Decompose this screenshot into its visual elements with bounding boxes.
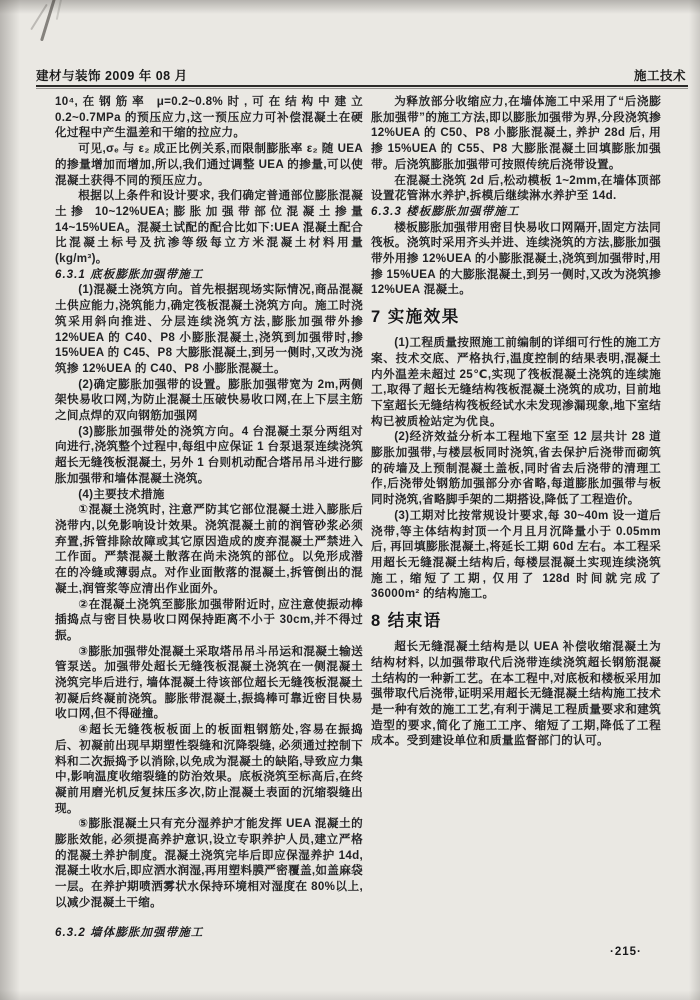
paragraph: ④超长无缝筏板板面上的板面粗钢筋处,容易在振捣后、初凝前出现早期塑性裂缝和沉降裂缝, 必须通过控制下料和二次振捣予以消除,以免成为混凝土的缺陷,导致应力集中,影响温度收缩裂缝的防治效果。底板浇筑至标高后,在终凝前用磨光机反复抹压多次,防止混凝土表面的沉缩裂缝出现。 <box>55 723 363 815</box>
article-body <box>55 94 661 940</box>
paragraph: (1)混凝土浇筑方向。首先根据现场实际情况,商品混凝土供应能力,浇筑能力,确定筏板混凝土浇筑方向。施工时浇筑采用斜向推进、分层连续浇筑方法,膨胀加强带外掺 12%UEA 的 C40、P8 小膨胀混凝土,浇筑到加强带时,掺 15%UEA 的 C45、P8 大膨胀混凝土,到另一侧时,又改为浇筑掺 12%UEA 的 C40、P8 小膨胀混凝土。 <box>55 283 363 375</box>
heading-6-3-1: 6.3.1 底板膨胀加强带施工 <box>55 267 204 281</box>
paragraph: ③膨胀加强带处混凝土采取塔吊吊斗吊运和混凝土输送管泵送。加强带处超长无缝筏板混凝土浇筑在一侧混凝土浇筑完毕后进行, 墙体混凝土待该部位超长无缝筏板混凝土初凝后终凝前浇筑。膨胀带混凝土,振捣棒可靠近密目快易收口网,但不得碰撞。 <box>55 644 363 721</box>
paragraph: (1)工程质量按照施工前编制的详细可行性的施工方案、技术交底、严格执行,温度控制的结果表明,混凝土内外温差未超过 25℃,实现了筏板混凝土浇筑的连续施工,取得了超长无缝结构筏板混凝土浇筑的成功, 目前地下室超长无缝结构筏板经试水未发现渗漏现象,地下室结构已被质检站定为优良。 <box>371 336 661 428</box>
page-header <box>36 66 686 84</box>
paragraph: 为释放部分收缩应力,在墙体施工中采用了“后浇膨胀加强带”的施工方法,即以膨胀加强带为界,分段浇筑掺 12%UEA 的 C50、P8 小膨胀混凝土, 养护 28d 后, 用掺 15%UEA 的 C55、P8 大膨胀混凝土回填膨胀加强带。后浇筑膨胀加强带可按照传统后浇带设置。 <box>371 95 661 171</box>
heading-7-implementation-effect: 7 实施效果 <box>371 308 460 327</box>
header-rule <box>36 85 688 89</box>
paragraph: (2)经济效益分析本工程地下室至 12 层共计 28 道膨胀加强带,与楼层板同时浇筑,省去保护后浇带而砌筑的砖墙及上预制混凝土盖板,同时省去后浇带的清理工作,后浇带处钢筋加强部分亦省略,每道膨胀加强带与板同时浇筑,省略脚手架的二期搭设,降低了工程造价。 <box>371 430 661 507</box>
paragraph: 超长无缝混凝土结构是以 UEA 补偿收缩混凝土为结构材料, 以加强带取代后浇带连续浇筑超长钢筋混凝土结构的一种新工艺。在本工程中,对底板和楼板采用加强带取代后浇带,证明采用超长无缝混凝土结构施工技术是一种有效的施工工艺,有利于满足工程质量要求和建筑造型的要求,简化了施工工序、缩短了工期,降低了工程成本。受到建设单位和质量监督部门的认可。 <box>371 640 661 748</box>
left-column <box>55 94 363 940</box>
paragraph: ①混凝土浇筑时, 注意严防其它部位混凝土进入膨胀后浇带内,以免影响设计效果。浇筑混凝土前的润管砂浆必须弃置,拆管排除故障或其它原因造成的废弃混凝土严禁进入工作面。严禁混凝土散落在尚未浇筑的部位。以免形成潜在的冷缝或薄弱点。对作业面散落的混凝土,拆管倒出的混凝土,润管浆等应清出作业面外。 <box>55 503 363 595</box>
journal-title: 建材与装饰 2009 年 08 月 <box>36 69 188 83</box>
heading-6-3-3: 6.3.3 楼板膨胀加强带施工 <box>371 204 520 218</box>
paragraph: 根据以上条件和设计要求, 我们确定普通部位膨胀混凝土掺 10~12%UEA;膨胀加强带部位混凝土掺量 14~15%UEA。混凝土试配的配合比如下:UEA 混凝土配合比混凝土标号及抗渗等级每立方米混凝土材料用量(kg/m³)。 <box>55 189 363 266</box>
section-label: 施工技术 <box>633 69 686 83</box>
paragraph: (4)主要技术措施 <box>78 487 165 501</box>
heading-8-conclusion: 8 结束语 <box>371 612 442 631</box>
paragraph: 10⁴,在钢筋率 μ=0.2~0.8%时,可在结构中建立 0.2~0.7MPa 的预压应力,这一预压应力可补偿混凝土在硬化过程中产生温差和干缩的拉应力。 <box>55 95 363 140</box>
paragraph: 可见,σₑ 与 ε₂ 成正比例关系,而限制膨胀率 ε₂ 随 UEA 的掺量增加而增加,所以,我们通过调整 UEA 的掺量,可以使混凝土获得不同的预压应力。 <box>55 142 363 187</box>
heading-6-3-2: 6.3.2 墙体膨胀加强带施工 <box>55 925 204 939</box>
paragraph: ⑤膨胀混凝土只有充分湿养护才能发挥 UEA 混凝土的膨胀效能, 必须提高养护意识,设立专职养护人员,建立严格的混凝土养护制度。混凝土浇筑完毕后即应保湿养护 14d,混凝土收水后,即应洒水润湿,再用塑料膜严密覆盖,如盖麻袋一层。在养护期喷洒雾状水保持环境相对湿度在 80%以上, 以减少混凝土干缩。 <box>55 817 363 909</box>
scan-scratch-mark <box>56 0 63 20</box>
paragraph: ②在混凝土浇筑至膨胀加强带附近时, 应注意使振动棒插捣点与密目快易收口网保持距离不小于 30cm,并不得过振。 <box>55 597 363 642</box>
paragraph: 楼板膨胀加强带用密目快易收口网隔开,固定方法同筏板。浇筑时采用齐头并进、连续浇筑的方法,膨胀加强带外用掺 12%UEA 的小膨胀混凝土,浇筑到加强带时,用掺 15%UEA 的大膨胀混凝土,到另一侧时,又改为浇筑掺 12%UEA 混凝土。 <box>371 220 661 297</box>
right-column <box>371 94 661 940</box>
scan-scratch-mark <box>40 0 57 41</box>
paragraph: (3)工期对比按常规设计要求,每 30~40m 设一道后浇带,等主体结构封顶一个月且月沉降量小于 0.05mm 后, 再回填膨胀混凝土,将延长工期 60d 左右。本工程采用超长无缝混凝土结构后, 每楼层混凝土实现连续浇筑施工, 缩短了工期, 仅用了 128d 时间就完成了 36000m² 的结构施工。 <box>371 508 661 601</box>
paragraph: (3)膨胀加强带处的浇筑方向。4 台混凝土泵分两组对向进行,浇筑整个过程中,每组中应保证 1 台泵退泵连续浇筑超长无缝筏板混凝土, 另外 1 台则机动配合塔吊吊斗进行膨胀加强带和墙体混凝土浇筑。 <box>55 424 363 485</box>
paragraph: 在混凝土浇筑 2d 后,松动模板 1~2mm,在墙体顶部设置花管淋水养护,拆模后继续淋水养护至 14d. <box>371 173 661 203</box>
page-number: ·215· <box>610 946 642 958</box>
paragraph: (2)确定膨胀加强带的设置。膨胀加强带宽为 2m,两侧架快易收口网,为防止混凝土压破快易收口网,在上下层主筋之间点焊的双向钢筋加强网 <box>55 377 363 423</box>
